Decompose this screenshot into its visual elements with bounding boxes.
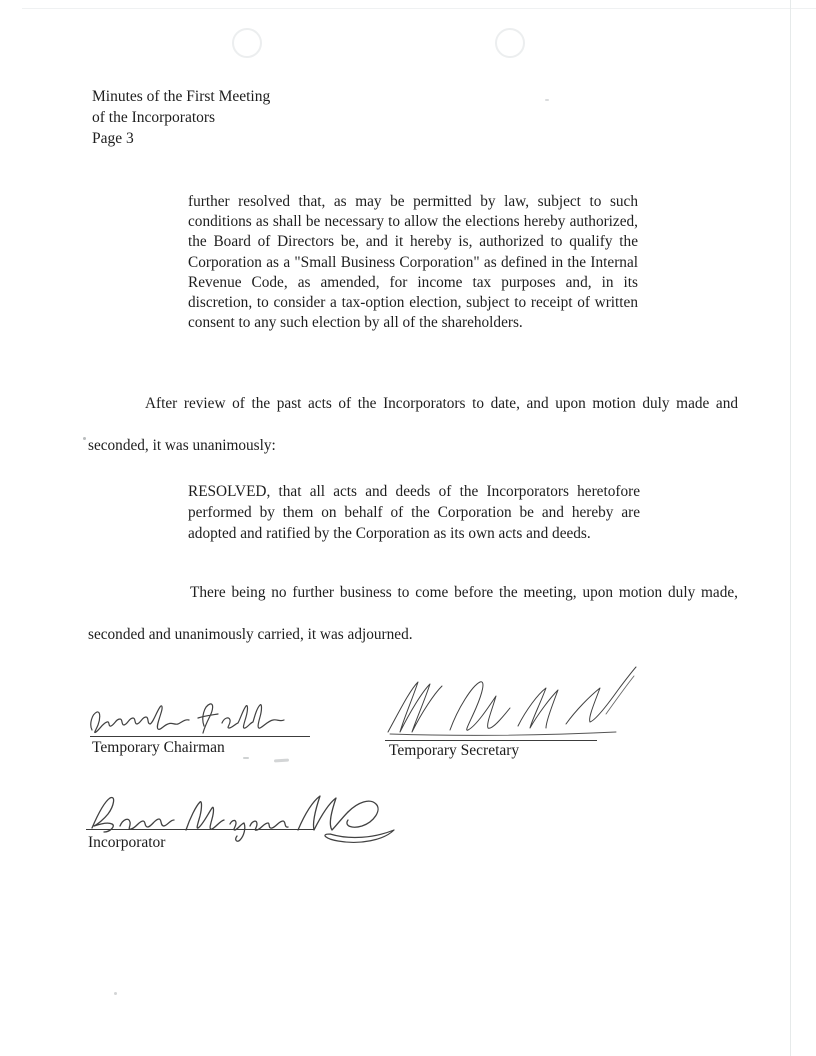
incorporator-signature-line xyxy=(86,829,314,830)
paragraph-adjourned: There being no further business to come before the meeting, upon motion duly made, seconded and unanimously carried, it was adjourned. xyxy=(88,584,738,643)
secretary-signature-title: Temporary Secretary xyxy=(389,742,520,759)
paragraph-resolved: RESOLVED, that all acts and deeds of the Incorporators heretofore performed by them on behalf of the Corporation be and hereby are adopted and ratified by the Corporation as its own acts and deeds. xyxy=(188,483,640,542)
chairman-signature-line xyxy=(90,736,310,737)
document-header xyxy=(92,86,270,149)
temporary-secretary-signature xyxy=(380,660,636,742)
paragraph-further-resolved: further resolved that, as may be permitted by law, subject to such conditions as shall be necessary to allow the elections hereby authorized, the Board of Directors be, and it hereby is, authorized to qualify the Corporation as a "Small Business Corporation" as defined in the Internal Revenue Code, as amended, for income tax purposes and, in its discretion, to consider a tax-option election, subject to receipt of written consent to any such election by all of the shareholders. xyxy=(188,193,638,332)
punch-hole-mark-left xyxy=(232,28,262,58)
secretary-signature-line xyxy=(385,740,597,741)
header-line-2: of the Incorporators xyxy=(92,109,216,126)
header-line-1: Minutes of the First Meeting xyxy=(92,88,271,105)
scan-speck xyxy=(114,992,117,995)
chairman-signature-title: Temporary Chairman xyxy=(92,739,225,756)
scan-speck xyxy=(83,437,86,440)
scan-speck xyxy=(545,99,549,101)
scan-smudge xyxy=(243,757,249,759)
paragraph-after-review: After review of the past acts of the Incorporators to date, and upon motion duly made and seconded, it was unanimously: xyxy=(88,395,738,454)
incorporator-signature-title: Incorporator xyxy=(88,834,166,851)
header-line-3: Page 3 xyxy=(92,130,134,147)
scan-edge-right-line xyxy=(790,0,791,1056)
scan-smudge xyxy=(274,758,289,762)
punch-hole-mark-right xyxy=(495,28,525,58)
scan-edge-top-line xyxy=(22,8,816,9)
